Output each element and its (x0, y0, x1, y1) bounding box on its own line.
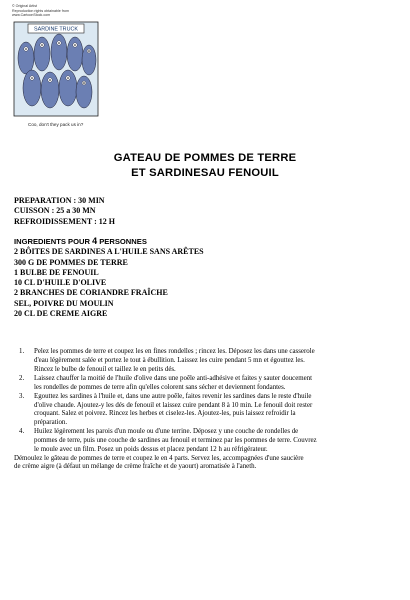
step-line: d'olive chaude. Ajoutez-y les dés de fenouil et laissez cuire pendant 8 à 10 min. Le fenouil doit rester (34, 401, 313, 409)
cooling-time: REFROIDISSEMENT : 12 H (14, 216, 115, 226)
ingredients-heading (14, 236, 204, 247)
closing-paragraph (14, 455, 399, 473)
ingredient-item: 10 CL D'HUILE D'OLIVE (14, 278, 107, 288)
cartoon-credit (12, 4, 69, 18)
cartoon-caption: Coo, don't they pack us in? (28, 122, 84, 127)
instruction-step (14, 428, 399, 454)
timing-block (14, 196, 115, 227)
ingredient-item: 300 G DE POMMES DE TERRE (14, 257, 128, 267)
ingredients-block (14, 236, 204, 319)
step-line: d'eau légèrement salée et portez le tout à ébullition. Laissez les cuire pendant 5 mn et égouttez les. (34, 356, 305, 364)
preparation-time: PREPARATION : 30 MIN (14, 196, 105, 205)
step-line: pommes de terre, puis une couche de sardines au fenouil et terminez par les pommes de terre. Couvrez (34, 437, 317, 444)
step-number: 3. (19, 392, 25, 400)
step-line: Huilez légèrement les parois d'un moule ou d'une terrine. Déposez y une couche de rondelles de (34, 428, 299, 436)
ingredient-item: SEL, POIVRE DU MOULIN (14, 298, 114, 308)
cooking-time: CUISSON : 25 a 30 MN (14, 206, 96, 216)
credit-line: Reproduction rights obtainable from (12, 8, 69, 13)
instruction-step (14, 393, 399, 428)
step-number: 1. (19, 348, 25, 355)
ingredient-item: 2 BÔITES DE SARDINES A L'HUILE SANS ARÊTES (14, 247, 204, 257)
step-line: Pelez les pommes de terre et coupez les en fines rondelles ; rincez les. Déposez les dans une casserole (34, 348, 315, 355)
title-line: ET SARDINESAU FENOUIL (131, 167, 279, 179)
ingredients-heading-text: INGREDIENTS POUR (14, 237, 90, 246)
instructions-list (14, 348, 399, 472)
step-line: le moule avec un film. Posez un poids dessus et placez pendant 12 h au réfrigérateur. (34, 445, 268, 453)
ingredients-heading-suffix: PERSONNES (99, 237, 147, 246)
title-line: GATEAU DE POMMES DE TERRE (113, 152, 297, 164)
closing-line: de crème aigre (à défaut un mélange de crème fraîche et de yaourt) aromatisée à l'aneth. (14, 463, 257, 471)
credit-line: www.CartoonStock.com (12, 13, 51, 18)
step-line: préparation. (34, 419, 68, 426)
step-line: Rincez le bulbe de fenouil et taillez le en petits dés. (34, 365, 176, 373)
closing-line: Démoulez le gâteau de pommes de terre et coupez le en 4 parts. Servez les, accompagnées d'une saucière (14, 454, 304, 462)
ingredient-item: 2 BRANCHES DE CORIANDRE FRAÎCHE (14, 288, 168, 298)
recipe-title (0, 151, 410, 181)
step-line: les rondelles de pommes de terre afin qu'elles colorent sans sécher et deviennent fondantes. (34, 383, 286, 391)
step-number: 4. (19, 428, 25, 436)
step-number: 2. (19, 374, 25, 382)
sardine-truck-cartoon (12, 18, 100, 118)
instruction-step (14, 348, 399, 374)
instruction-step (14, 375, 399, 393)
ingredient-item: 1 BULBE DE FENOUIL (14, 267, 99, 277)
credit-line: © Original Artist (12, 4, 38, 8)
step-line: Laissez chauffer la moitié de l'huile d'olive dans une poêle anti-adhésive et faites y sauter doucement (34, 374, 313, 382)
cartoon-sign-text: SARDINE TRUCK (34, 26, 78, 33)
step-line: Egouttez les sardines à l'huile et, dans une autre poêle, faites revenir les sardines dans le reste d'huile (34, 392, 312, 400)
ingredient-item: 20 CL DE CREME AIGRE (14, 309, 108, 319)
servings-count: 4 (92, 236, 98, 246)
step-line: croquant. Salez et poivrez. Rincez les herbes et ciselez-les. Ajoutez-les, puis laissez refroidir la (34, 410, 296, 418)
